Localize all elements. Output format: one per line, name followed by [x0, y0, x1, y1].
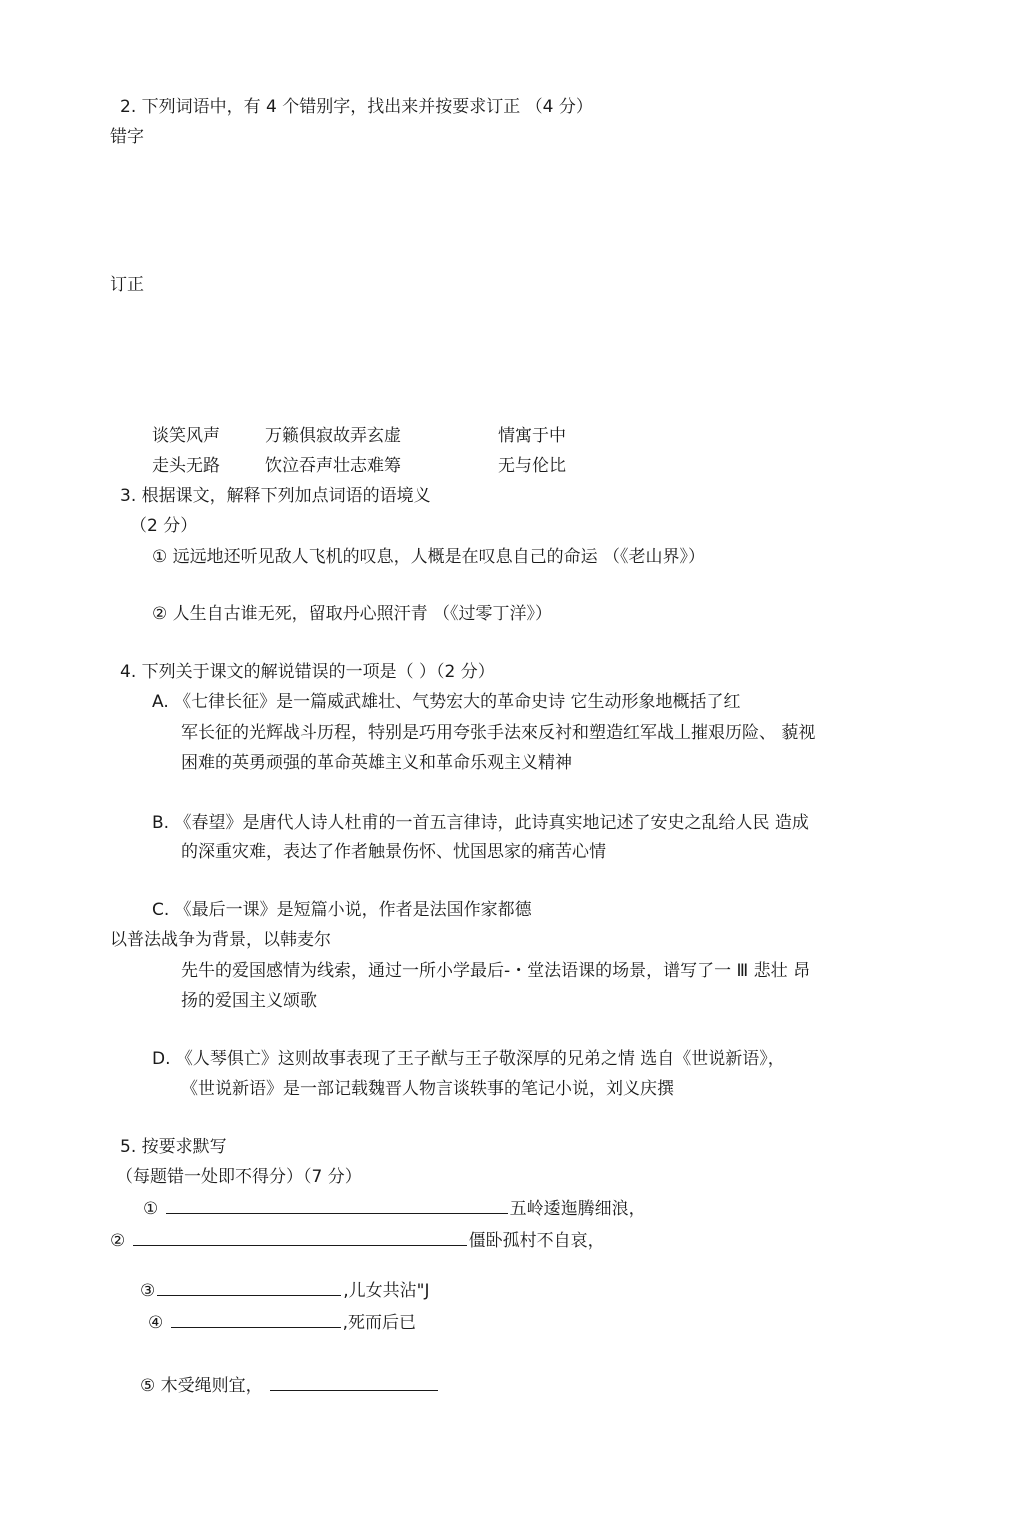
q4-option-d-line1: D. 《人琴俱亡》这则故事表现了王子猷与王子敬深厚的兄弟之情 选自《世说新语》，: [152, 1049, 785, 1069]
q5-item-5-text: ⑤ 木受绳则宜，: [140, 1376, 263, 1396]
q2-title: 2. 下列词语中，有 4 个错别字，找出来并按要求订正 （4 分）: [120, 97, 593, 117]
q5-item-4: [148, 1311, 416, 1334]
q5-item-4-num: ④: [148, 1313, 164, 1333]
q2-word-r1-3: 情寓于中: [498, 426, 566, 446]
q5-item-1-text: 五岭逶迤腾细浪，: [509, 1199, 646, 1219]
q5-item-5-blank[interactable]: [270, 1374, 438, 1391]
q2-fix-label: 订正: [110, 275, 144, 295]
q4-option-c-line2: 以普法战争为背景，以韩麦尔: [110, 930, 331, 950]
q5-item-2-blank[interactable]: [133, 1229, 467, 1246]
q2-word-r2-2: 饮泣吞声壮志难筹: [265, 456, 401, 476]
q3-title: 3. 根据课文，解释下列加点词语的语境义: [120, 486, 431, 506]
q5-note: （每题错一处即不得分）（7 分）: [116, 1167, 362, 1187]
q4-option-c-line3: 先牛的爱国感情为线索，通过一所小学最后-・堂法语课的场景，谱写了一 Ⅲ 悲壮 昂: [181, 961, 811, 981]
q4-option-a-line3: 困难的英勇顽强的革命英雄主义和革命乐观主义精神: [181, 753, 572, 773]
q2-wrong-label: 错字: [110, 127, 144, 147]
q5-item-2-num: ②: [110, 1231, 126, 1251]
q5-item-2: [110, 1229, 605, 1252]
q4-option-a-line1: A. 《七律长征》是一篇威武雄壮、气势宏大的革命史诗 它生动形象地概括了红: [152, 692, 741, 712]
q5-item-4-blank[interactable]: [171, 1311, 341, 1328]
q4-option-a-line2: 军长征的光辉战斗历程，特别是巧用夸张手法來反衬和塑造红军战丄摧艰历险、 藐视: [181, 723, 816, 743]
q5-item-3-text: ,儿女共沾"J: [343, 1281, 430, 1301]
q4-option-d-line2: 《世说新语》是一部记载魏晋人物言谈轶事的笔记小说，刘义庆撰: [181, 1079, 674, 1099]
q5-item-5: [140, 1374, 440, 1397]
q2-word-r1-1: 谈笑风声: [152, 426, 220, 446]
q4-title: 4. 下列关于课文的解说错误的一项是（ ）（2 分）: [120, 662, 495, 682]
q3-points: （2 分）: [130, 516, 198, 536]
q4-option-c-line4: 扬的爱国主义颂歌: [181, 991, 317, 1011]
q3-item-1: ① 远远地还听见敌人飞机的叹息，人概是在叹息自己的命运 （《老山界》）: [152, 547, 706, 567]
q5-item-1: [143, 1197, 646, 1220]
q5-item-4-text: ,死而后已: [342, 1313, 417, 1333]
q4-option-b-line1: B. 《春望》是唐代人诗人杜甫的一首五言律诗，此诗真实地记述了安史之乱给人民 造成: [152, 813, 809, 833]
q5-item-2-text: 僵卧孤村不自哀，: [468, 1231, 605, 1251]
q5-item-3: [140, 1279, 430, 1302]
q5-item-3-blank[interactable]: [157, 1279, 341, 1296]
q4-option-b-line2: 的深重灾难，表达了作者触景伤怀、忧国思家的痛苦心情: [181, 842, 606, 862]
q5-item-3-num: ③: [140, 1281, 156, 1301]
q5-item-1-num: ①: [143, 1199, 159, 1219]
q5-item-1-blank[interactable]: [166, 1197, 508, 1214]
q5-title: 5. 按要求默写: [120, 1137, 227, 1157]
q2-word-r1-2: 万籁俱寂故弄玄虚: [265, 426, 401, 446]
q4-option-c-line1: C. 《最后一课》是短篇小说，作者是法国作家都德: [152, 900, 532, 920]
q2-word-r2-3: 无与伦比: [498, 456, 566, 476]
q3-item-2: ② 人生自古谁无死，留取丹心照汗青 （《过零丁洋》）: [152, 604, 553, 624]
q2-word-r2-1: 走头无路: [152, 456, 220, 476]
